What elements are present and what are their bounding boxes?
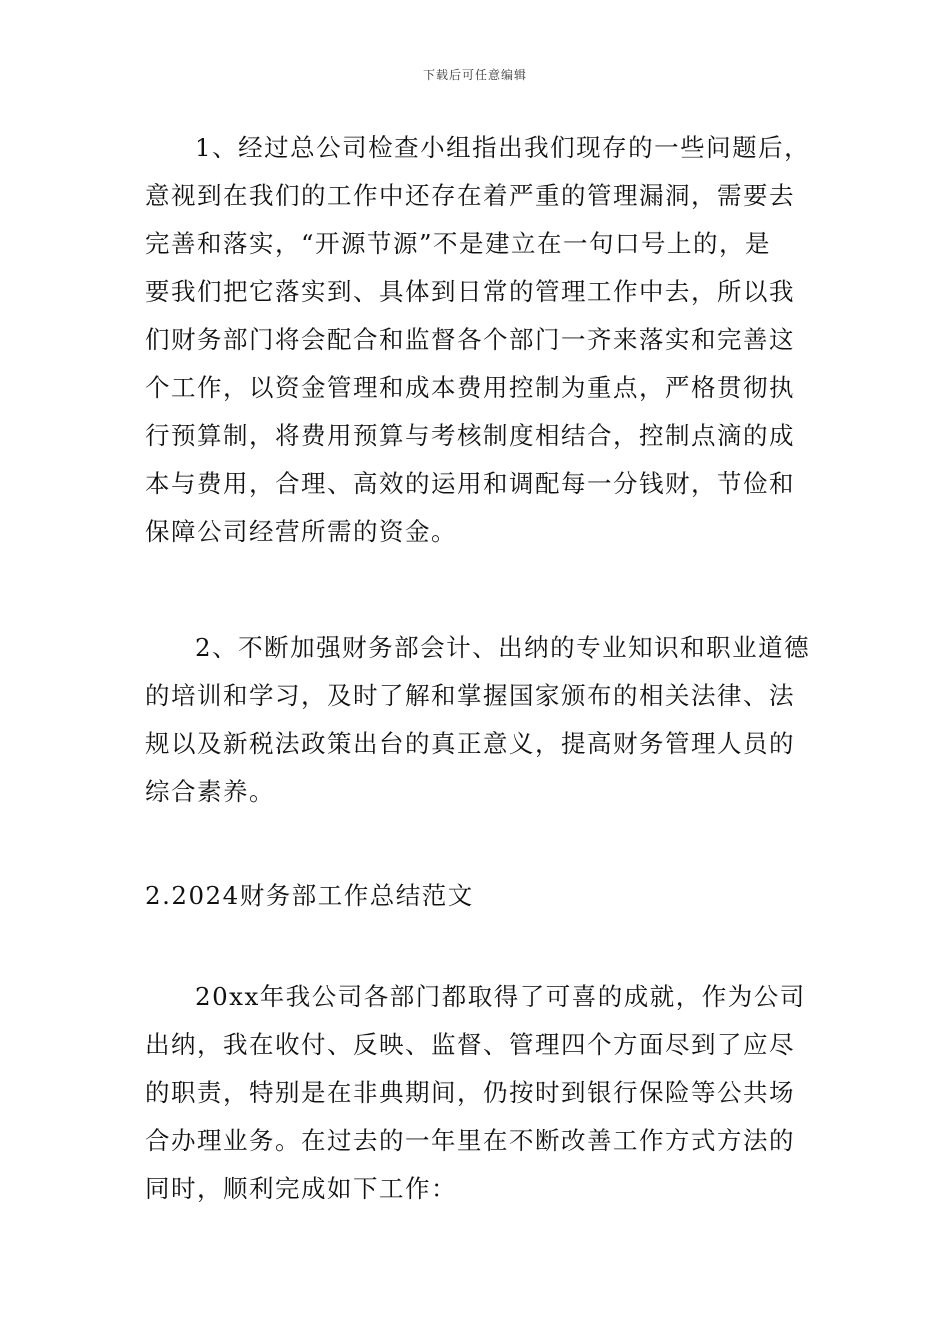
text-line: 意视到在我们的工作中还存在着严重的管理漏洞，需要去	[145, 181, 795, 210]
text-line: 2、不断加强财务部会计、出纳的专业知识和职业道德	[195, 633, 811, 662]
text-line: 合办理业务。在过去的一年里在不断改善工作方式方法的	[145, 1126, 795, 1155]
paragraph-1	[145, 124, 811, 556]
text-line: 们财务部门将会配合和监督各个部门一齐来落实和完善这	[145, 325, 795, 354]
text-line: 综合素养。	[145, 777, 275, 806]
section-heading	[145, 872, 807, 920]
section-title: 2.2024财务部工作总结范文	[145, 881, 474, 910]
text-line: 个工作，以资金管理和成本费用控制为重点，严格贯彻执	[145, 373, 795, 402]
paragraph-3	[145, 973, 807, 1213]
text-line: 出纳，我在收付、反映、监督、管理四个方面尽到了应尽	[145, 1030, 795, 1059]
page-header: 下载后可任意编辑	[422, 68, 527, 82]
text-line: 完善和落实，“开源节源”不是建立在一句口号上的，是	[145, 229, 772, 258]
text-line: 保障公司经营所需的资金。	[145, 517, 457, 546]
text-line: 同时，顺利完成如下工作：	[145, 1174, 457, 1203]
text-line: 要我们把它落实到、具体到日常的管理工作中去，所以我	[145, 277, 795, 306]
text-line: 本与费用，合理、高效的运用和调配每一分钱财，节俭和	[145, 469, 795, 498]
text-line: 规以及新税法政策出台的真正意义，提高财务管理人员的	[145, 729, 795, 758]
text-line: 1、经过总公司检查小组指出我们现存的一些问题后，	[195, 133, 811, 162]
paragraph-2	[145, 624, 811, 816]
text-line: 的培训和学习，及时了解和掌握国家颁布的相关法律、法	[145, 681, 795, 710]
text-line: 行预算制，将费用预算与考核制度相结合，控制点滴的成	[145, 421, 795, 450]
text-line: 20xx年我公司各部门都取得了可喜的成就，作为公司	[195, 982, 806, 1011]
text-line: 的职责，特别是在非典期间，仍按时到银行保险等公共场	[145, 1078, 795, 1107]
